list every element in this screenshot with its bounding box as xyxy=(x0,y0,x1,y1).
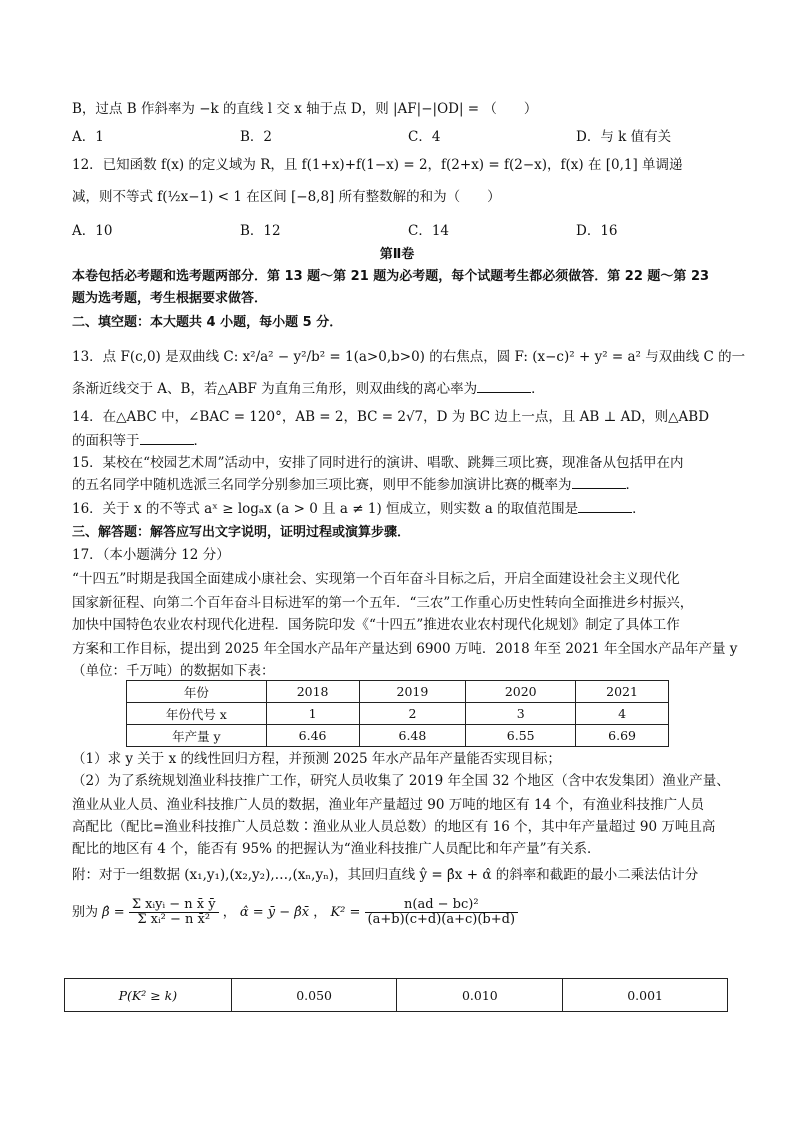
beta-denominator: Σ xᵢ² − n x̄² xyxy=(137,912,211,927)
q12-option-a: A．10 xyxy=(72,223,113,239)
q17-appendix-note: 附：对于一组数据 (x₁,y₁),(x₂,y₂),…,(xₙ,yₙ)，其回归直线 ŷ = β̂x + α̂ 的斜率和截距的最小二乘法估计分 xyxy=(72,867,699,883)
q11-option-d: D．与 k 值有关 xyxy=(576,129,672,145)
year-cell: 2021 xyxy=(576,681,669,703)
year-cell: 2020 xyxy=(466,681,576,703)
q11-option-a: A．1 xyxy=(72,129,104,145)
k2-label: K² = xyxy=(330,905,361,920)
q17-subq2-line1: （2）为了系统规划渔业科技推广工作，研究人员收集了 2019 年全国 32 个地区（含中农发集团）渔业产量、 xyxy=(72,773,730,789)
row-label-output: 年产量 y xyxy=(127,725,267,747)
q11-stem: B，过点 B 作斜率为 −k 的直线 l 交 x 轴于点 D，则 |AF|−|OD| = （ ） xyxy=(72,101,538,117)
q13-answer-blank xyxy=(477,378,531,393)
beta-numerator: Σ xᵢyᵢ − n x̄ ȳ xyxy=(129,898,219,913)
output-cell: 6.48 xyxy=(359,725,466,747)
row-label-year-code: 年份代号 x xyxy=(127,703,267,725)
q12-option-b: B．12 xyxy=(240,223,281,239)
q13-line1: 13．点 F(c,0) 是双曲线 C: x²/a² − y²/b² = 1(a>0,b>0) 的右焦点，圆 F: (x−c)² + y² = a² 与双曲线 C 的一 xyxy=(72,349,746,365)
q17-subq1: （1）求 y 关于 x 的线性回归方程，并预测 2025 年水产品年产量能否实现目标； xyxy=(72,751,561,767)
q14-line2: 的面积等于 xyxy=(72,433,140,449)
q17-data-table xyxy=(126,680,669,747)
row-label-year: 年份 xyxy=(127,681,267,703)
critical-value-table xyxy=(64,978,728,1012)
output-cell: 6.46 xyxy=(266,725,359,747)
q15-answer-blank xyxy=(572,474,626,489)
q17-subq2-line3: 高配比（配比=渔业科技推广人员总数∶渔业从业人员总数）的地区有 16 个，其中年产量超过 90 万吨且高 xyxy=(72,819,716,835)
q12-option-d: D．16 xyxy=(576,223,618,239)
part2-title: 第Ⅱ卷 xyxy=(379,247,415,262)
q16-answer-blank xyxy=(578,498,632,513)
part2-intro-line1: 本卷包括必考题和选考题两部分．第 13 题～第 21 题为必考题，每个试题考生都必须做答．第 22 题～第 23 xyxy=(72,269,710,284)
q12-line2: 减，则不等式 f(½x−1) < 1 在区间 [−8,8] 所有整数解的和为（ ） xyxy=(72,189,501,205)
year-cell: 2018 xyxy=(266,681,359,703)
q14-line1: 14．在△ABC 中，∠BAC = 120°，AB = 2，BC = 2√7，D 为 BC 边上一点，且 AB ⊥ AD，则△ABD xyxy=(72,409,710,425)
table-row xyxy=(127,725,669,747)
q12-line1: 12．已知函数 f(x) 的定义域为 R，且 f(1+x)+f(1−x) = 2，f(2+x) = f(2−x)，f(x) 在 [0,1] 单调递 xyxy=(72,157,683,173)
probability-value: 0.050 xyxy=(231,979,397,1012)
k2-fraction xyxy=(365,898,519,927)
q15-line2-wrap: 的五名同学中随机选派三名同学分别参加三项比赛，则甲不能参加演讲比赛的概率为 ． xyxy=(72,474,639,496)
q17-para-line3: 加快中国特色农业农村现代化进程．国务院印发《“十四五”推进农业农村现代化规划》制定了具体工作 xyxy=(72,617,680,633)
probability-label: P(K² ≥ k) xyxy=(65,979,232,1012)
q17-para-line5: （单位：千万吨）的数据如下表： xyxy=(72,663,275,679)
q12-option-c: C．14 xyxy=(408,223,450,239)
formula-line: 别为 β̂ = $\frac{\text{Σ xᵢyᵢ − n x̄ ȳ}}{\text{Σ xᵢ² − n x̄²}}$ ， α̂ = ȳ − β̂x̄ ， K² = $\frac{\text{n(ad − bc)²}}{(a+b)(c+d)(a+c)(b+d)}$ xyxy=(72,898,518,927)
q15-line2: 的五名同学中随机选派三名同学分别参加三项比赛，则甲不能参加演讲比赛的概率为 xyxy=(72,477,572,493)
q17-para-line1: “十四五”时期是我国全面建成小康社会、实现第一个百年奋斗目标之后，开启全面建设社会主义现代化 xyxy=(72,571,680,587)
q13-line2-wrap: 条渐近线交于 A、B，若△ABF 为直角三角形，则双曲线的离心率为 ． xyxy=(72,378,545,400)
code-cell: 4 xyxy=(576,703,669,725)
section2-heading: 二、填空题：本大题共 4 小题，每小题 5 分． xyxy=(72,315,343,330)
q15-line1: 15．某校在“校园艺术周”活动中，安排了同时进行的演讲、唱歌、跳舞三项比赛，现准备从包括甲在内 xyxy=(72,455,684,471)
code-cell: 3 xyxy=(466,703,576,725)
q11-option-b: B．2 xyxy=(240,129,273,145)
q11-option-c: C．4 xyxy=(408,129,441,145)
part2-intro-line2: 题为选考题，考生根据要求做答． xyxy=(72,291,268,306)
q17-subq2-line2: 渔业从业人员、渔业科技推广人员的数据，渔业年产量超过 90 万吨的地区有 14 个，有渔业科技推广人员 xyxy=(72,797,705,813)
code-cell: 1 xyxy=(266,703,359,725)
formula-prefix: 别为 xyxy=(72,905,99,920)
year-cell: 2019 xyxy=(359,681,466,703)
table-row xyxy=(127,703,669,725)
q17-para-line4: 方案和工作目标，提出到 2025 年全国水产品年产量达到 6900 万吨．2018 年至 2021 年全国水产品年产量 y xyxy=(72,641,738,657)
k2-numerator: n(ad − bc)² xyxy=(365,898,519,913)
probability-value: 0.010 xyxy=(397,979,563,1012)
table-row xyxy=(127,681,669,703)
q17-subq2-line4: 配比的地区有 4 个，能否有 95% 的把握认为“渔业科技推广人员配比和年产量”有关系． xyxy=(72,841,601,857)
q16-line1: 16．关于 x 的不等式 aˣ ≥ logₐx (a > 0 且 a ≠ 1) 恒成立，则实数 a 的取值范围是 xyxy=(72,501,579,517)
q13-line2: 条渐近线交于 A、B，若△ABF 为直角三角形，则双曲线的离心率为 xyxy=(72,381,478,397)
q17-heading: 17．（本小题满分 12 分） xyxy=(72,547,230,563)
table-row xyxy=(65,979,728,1012)
section3-heading: 三、解答题：解答应写出文字说明，证明过程或演算步骤． xyxy=(72,525,411,540)
code-cell: 2 xyxy=(359,703,466,725)
q16-line1-wrap: 16．关于 x 的不等式 aˣ ≥ logₐx (a > 0 且 a ≠ 1) 恒成立，则实数 a 的取值范围是 ． xyxy=(72,498,646,520)
q14-line2-wrap: 的面积等于 ． xyxy=(72,430,207,452)
q14-answer-blank xyxy=(140,430,194,445)
output-cell: 6.55 xyxy=(466,725,576,747)
q17-para-line2: 国家新征程、向第二个百年奋斗目标进军的第一个五年．“三农”工作重心历史性转向全面推进乡村振兴， xyxy=(72,595,694,611)
k2-denominator: (a+b)(c+d)(a+c)(b+d) xyxy=(367,912,516,927)
probability-value: 0.001 xyxy=(563,979,728,1012)
alpha-formula: α̂ = ȳ − β̂x̄ xyxy=(239,905,310,920)
beta-fraction xyxy=(129,898,219,927)
output-cell: 6.69 xyxy=(576,725,669,747)
